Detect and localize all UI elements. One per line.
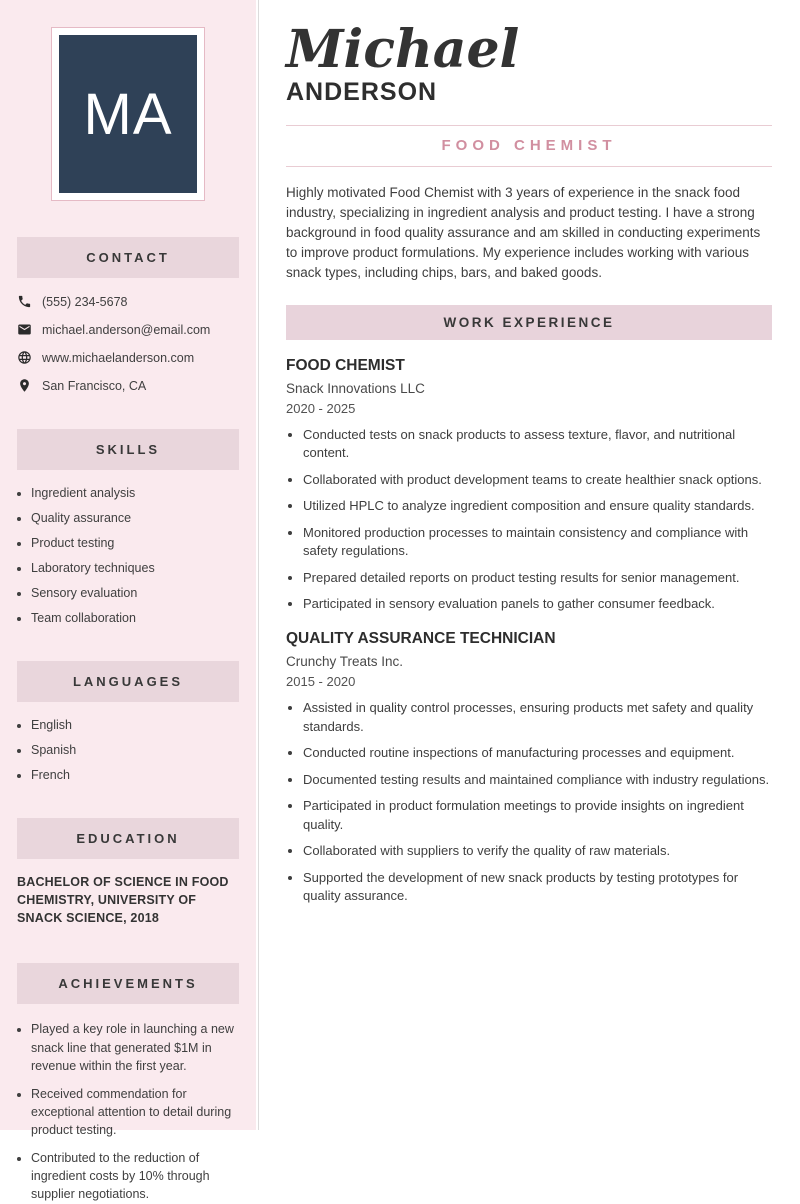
achievement-item: • Received commendation for exceptional attention to detail during product testing. [31, 1085, 239, 1139]
education-section-title: EDUCATION [17, 818, 239, 859]
job-entry-company: Snack Innovations LLC [286, 380, 425, 396]
education-degree: BACHELOR OF SCIENCE IN FOOD CHEMISTRY, UNIVERSITY OF SNACK SCIENCE, 2018 [17, 875, 229, 926]
education-section [0, 818, 256, 927]
job-entry-company: Crunchy Treats Inc. [286, 654, 404, 670]
job-bullet: • Participated in product formulation meetings to provide insights on ingredient quality. [303, 797, 772, 834]
achievement-item: • Contributed to the reduction of ingredient costs by 10% through supplier negotiations. [31, 1149, 239, 1203]
skill-item: • Quality assurance [31, 511, 239, 525]
email-address: michael.anderson@email.com [42, 322, 211, 337]
skill-item: • Sensory evaluation [31, 586, 239, 600]
job-bullet: • Utilized HPLC to analyze ingredient composition and ensure quality standards. [303, 497, 772, 515]
skill-item: • Laboratory techniques [31, 561, 239, 575]
phone-icon [17, 294, 32, 309]
envelope-icon [17, 322, 32, 337]
job-bullet: • Prepared detailed reports on product testing results for senior management. [303, 569, 772, 587]
website-url: www.michaelanderson.com [42, 350, 195, 365]
language-item: • English [31, 718, 239, 732]
job-bullet: • Participated in sensory evaluation panels to gather consumer feedback. [303, 595, 772, 613]
achievements-section [0, 963, 256, 1203]
first-name: Michael [286, 19, 520, 80]
languages-section-title: LANGUAGES [17, 661, 239, 702]
contact-section [0, 237, 256, 393]
skills-section-title: SKILLS [17, 429, 239, 470]
job-bullet-list [286, 426, 772, 614]
job-bullet: • Conducted tests on snack products to assess texture, flavor, and nutritional content. [303, 426, 772, 463]
job-entry [286, 357, 772, 614]
phone-number: (555) 234-5678 [42, 294, 128, 309]
job-entry-title: FOOD CHEMIST [286, 356, 405, 374]
contact-row-email [17, 322, 239, 337]
job-bullet: • Supported the development of new snack products by testing prototypes for quality assurance. [303, 869, 772, 906]
location-pin-icon [17, 378, 32, 393]
skill-item: • Ingredient analysis [31, 486, 239, 500]
job-bullet-list [286, 699, 772, 905]
job-bullet: • Documented testing results and maintained compliance with industry regulations. [303, 771, 772, 789]
job-title-band [286, 125, 772, 167]
language-item: • French [31, 768, 239, 782]
skill-item: • Team collaboration [31, 611, 239, 625]
sidebar [0, 0, 256, 1202]
contact-row-location [17, 378, 239, 393]
skills-section [0, 429, 256, 625]
job-bullet: • Collaborated with suppliers to verify the quality of raw materials. [303, 842, 772, 860]
location-text: San Francisco, CA [42, 378, 147, 393]
job-entry [286, 630, 772, 905]
monogram-initials: MA [83, 81, 173, 147]
monogram-box [59, 35, 197, 193]
globe-icon [17, 350, 32, 365]
profile-summary: Highly motivated Food Chemist with 3 years of experience in the snack food industry, specializing in ingredient analysis and product testing. I have a strong background in food quality assurance and am skilled in conducting experiments to improve product formulations. My experience includes working with various snack types, including chips, bars, and baked goods. [286, 185, 761, 280]
resume-main-column [286, 0, 772, 914]
sidebar-divider-line [258, 0, 259, 1130]
achievement-item: • Played a key role in launching a new snack line that generated $1M in revenue within the first year. [31, 1020, 239, 1074]
job-entry-dates: 2020 - 2025 [286, 400, 356, 416]
job-bullet: • Assisted in quality control processes, ensuring products met safety and quality standards. [303, 699, 772, 736]
languages-section [0, 661, 256, 782]
skills-list [17, 486, 239, 625]
job-bullet: • Conducted routine inspections of manufacturing processes and equipment. [303, 744, 772, 762]
monogram-frame [51, 27, 205, 201]
languages-list [17, 718, 239, 782]
job-bullet: • Monitored production processes to maintain consistency and compliance with safety regulations. [303, 524, 772, 561]
skill-item: • Product testing [31, 536, 239, 550]
contact-row-phone [17, 294, 239, 309]
last-name: ANDERSON [286, 78, 438, 106]
job-bullet: • Collaborated with product development teams to create healthier snack options. [303, 471, 772, 489]
achievements-section-title: ACHIEVEMENTS [17, 963, 239, 1004]
contact-list [17, 294, 239, 393]
contact-section-title: CONTACT [17, 237, 239, 278]
job-title: FOOD CHEMIST [441, 137, 617, 154]
job-entry-title: QUALITY ASSURANCE TECHNICIAN [286, 630, 556, 648]
work-experience-header: WORK EXPERIENCE [286, 305, 772, 340]
achievements-list [17, 1020, 239, 1203]
language-item: • Spanish [31, 743, 239, 757]
contact-row-website [17, 350, 239, 365]
job-entry-dates: 2015 - 2020 [286, 674, 356, 690]
